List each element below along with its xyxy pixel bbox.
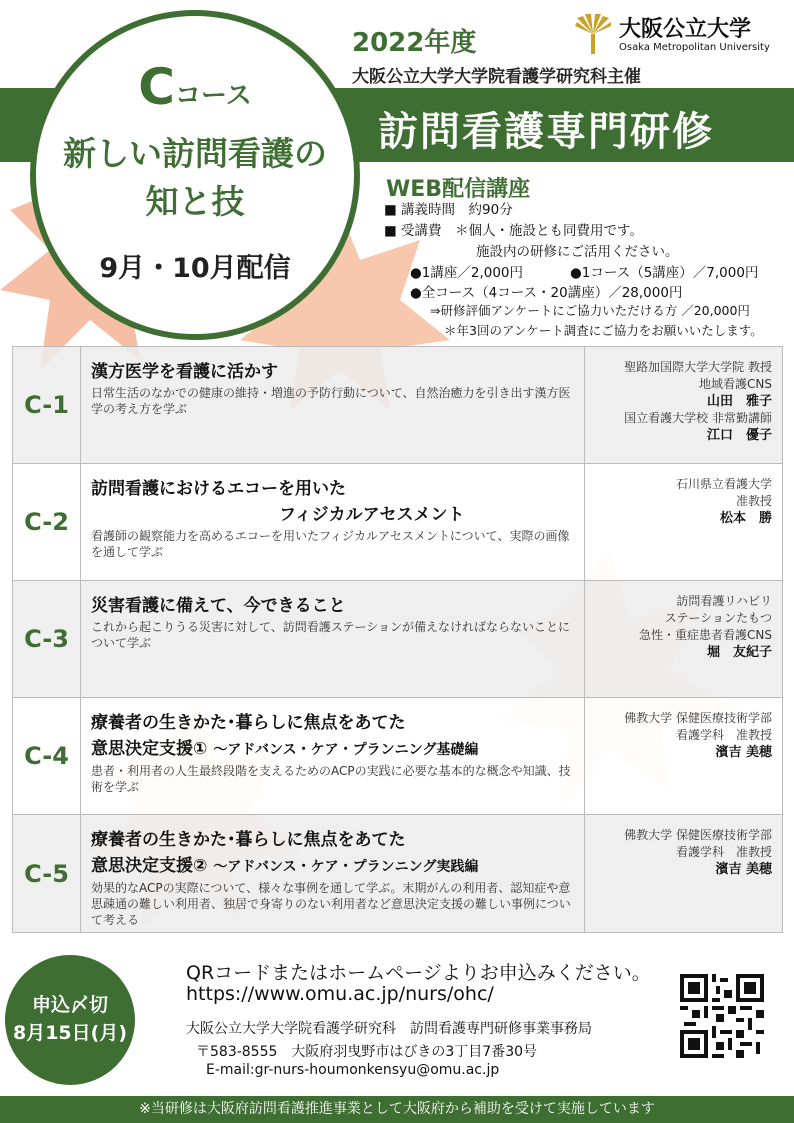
lecturer-cell <box>585 347 783 464</box>
course-circle <box>30 10 360 340</box>
ginkgo-logo-icon <box>573 12 613 56</box>
lecturer-role: 看護学科 准教授 <box>675 845 772 859</box>
lecturer-name: 濱吉 美穂 <box>715 745 772 760</box>
fiscal-year: 2022年度 <box>352 28 477 58</box>
course-title: 災害看護に備えて、今できること <box>91 596 346 616</box>
lecturer-name: 松本 勝 <box>719 511 772 526</box>
course-title: 療養者の生きかた･暮らしに焦点をあてた <box>91 713 406 733</box>
course-theme <box>36 130 354 226</box>
lecturer-affiliation: 国立看護大学校 非常勤講師 <box>624 411 772 425</box>
course-title: 漢方医学を看護に活かす <box>91 362 278 382</box>
course-title-line2: フィジカルアセスメント <box>279 505 465 525</box>
course-table <box>12 346 783 933</box>
apply-url-link[interactable]: https://www.omu.ac.jp/nurs/ohc/ <box>186 983 494 1005</box>
lecturer-affiliation: 佛教大学 保健医療技術学部 <box>624 711 772 725</box>
logo-english: Osaka Metropolitan University <box>619 42 770 53</box>
lecturer-role: 地域看護CNS <box>699 377 772 391</box>
lecturer-name: 江口 優子 <box>706 428 772 443</box>
lecturer-role: 看護学科 准教授 <box>675 728 772 742</box>
course-content <box>81 347 585 464</box>
organizer: 大阪公立大学大学院看護学研究科主催 <box>352 67 641 87</box>
lecturer-name: 濱吉 美穂 <box>715 862 772 877</box>
table-row <box>13 464 783 581</box>
table-row <box>13 581 783 698</box>
course-code: C-2 <box>13 464 81 581</box>
course-label <box>36 58 354 116</box>
table-row <box>13 347 783 464</box>
course-code: C-3 <box>13 581 81 698</box>
deadline-label: 申込〆切 <box>31 994 108 1016</box>
apply-instruction: QRコードまたはホームページよりお申込みください。 <box>186 962 651 984</box>
lecturer-name: 堀 友紀子 <box>706 645 772 660</box>
deadline-date: 8月15日(月) <box>12 1022 128 1044</box>
course-content <box>81 698 585 815</box>
lecture-time: ■ 講義時間 約90分 <box>384 202 513 218</box>
qr-code-icon[interactable] <box>680 974 764 1058</box>
course-content <box>81 815 585 933</box>
survey-note: ＊年3回のアンケート調査にご協力をお願いいたします。 <box>444 323 763 338</box>
deadline-badge <box>5 955 135 1085</box>
course-title-line2: 意思決定支援② <box>91 856 208 876</box>
course-description: 看護師の観察能力を高めるエコーを用いたフィジカルアセスメントについて、実際の画像を通して学ぶ <box>91 529 570 559</box>
course-code: C-5 <box>13 815 81 933</box>
course-description: 日常生活のなかでの健康の維持・増進の予防行動について、自然治癒力を引き出す漢方医学の考え方を学ぶ <box>91 386 571 416</box>
course-description: 患者・利用者の人生最終段階を支えるためのACPの実践に必要な基本的な概念や知識、技術を学ぶ <box>91 764 571 794</box>
fee-line: ■ 受講費 ＊個人・施設とも同費用です。 <box>384 223 643 239</box>
course-code: C-1 <box>13 347 81 464</box>
lecturer-affiliation: 訪問看護リハビリ <box>676 594 772 608</box>
email-link[interactable]: E-mail:gr-nurs-houmonkensyu@omu.ac.jp <box>206 1062 500 1078</box>
course-theme-line1: 新しい訪問看護の <box>63 134 327 173</box>
course-content <box>81 581 585 698</box>
lecturer-role: ステーションたもつ <box>664 611 772 625</box>
course-title: 療養者の生きかた･暮らしに焦点をあてた <box>91 830 406 850</box>
lecturer-affiliation: 聖路加国際大学大学院 教授 <box>624 360 772 374</box>
price-course: ●1コース（5講座）／7,000円 <box>570 265 759 281</box>
course-title: 訪問看護におけるエコーを用いた <box>91 479 346 499</box>
course-letter: C <box>138 58 175 116</box>
course-content <box>81 464 585 581</box>
lecturer-cell <box>585 464 783 581</box>
logo-name: 大阪公立大学 <box>619 17 752 42</box>
course-description: これから起こりうる災害に対して、訪問看護ステーションが備えなければならないことについて学ぶ <box>91 620 571 650</box>
lecturer-affiliation: 石川県立看護大学 <box>675 477 772 491</box>
course-title-suffix: ～アドバンス・ケア・プランニング実践編 <box>213 859 479 875</box>
course-code: C-4 <box>13 698 81 815</box>
lecturer-cell <box>585 581 783 698</box>
office-name: 大阪公立大学大学院看護学研究科 訪問看護専門研修事業事務局 <box>186 1021 592 1037</box>
course-description: 効果的なACPの実際について、様々な事例を通して学ぶ。末期がんの利用者、認知症や意思疎通の難しい利用者、独居で身寄りのない利用者など意思決定支援の難しい事例について考える <box>91 881 571 927</box>
lecturer-role: 准教授 <box>735 494 772 508</box>
table-row <box>13 698 783 815</box>
price-single: ●1講座／2,000円 <box>410 265 524 281</box>
funding-note: ※当研修は大阪府訪問看護推進事業として大阪府から補助を受けて実施しています <box>0 1096 794 1123</box>
web-label: WEB配信講座 <box>386 177 531 202</box>
course-title-suffix: ～アドバンス・ケア・プランニング基礎編 <box>213 742 479 758</box>
main-title: 訪問看護専門研修 <box>378 109 714 155</box>
office-address: 〒583-8555 大阪府羽曳野市はびきの3丁目7番30号 <box>196 1044 538 1060</box>
fee-note: 施設内の研修にご活用ください。 <box>476 244 679 260</box>
lecturer-name: 山田 雅子 <box>706 394 772 409</box>
course-word: コース <box>175 81 252 111</box>
lecturer-affiliation: 急性・重症患者看護CNS <box>639 628 772 642</box>
table-row <box>13 815 783 933</box>
survey-price: ⇒研修評価アンケートにご協力いただける方 ／20,000円 <box>430 303 750 318</box>
lecturer-cell <box>585 815 783 933</box>
delivery-months: 9月・10月配信 <box>99 253 291 284</box>
price-all: ●全コース（4コース・20講座）／28,000円 <box>410 285 683 301</box>
lecturer-affiliation: 佛教大学 保健医療技術学部 <box>624 828 772 842</box>
course-theme-line2: 知と技 <box>145 182 245 221</box>
lecturer-cell <box>585 698 783 815</box>
course-title-line2: 意思決定支援① <box>91 739 208 759</box>
university-logo <box>573 12 783 56</box>
